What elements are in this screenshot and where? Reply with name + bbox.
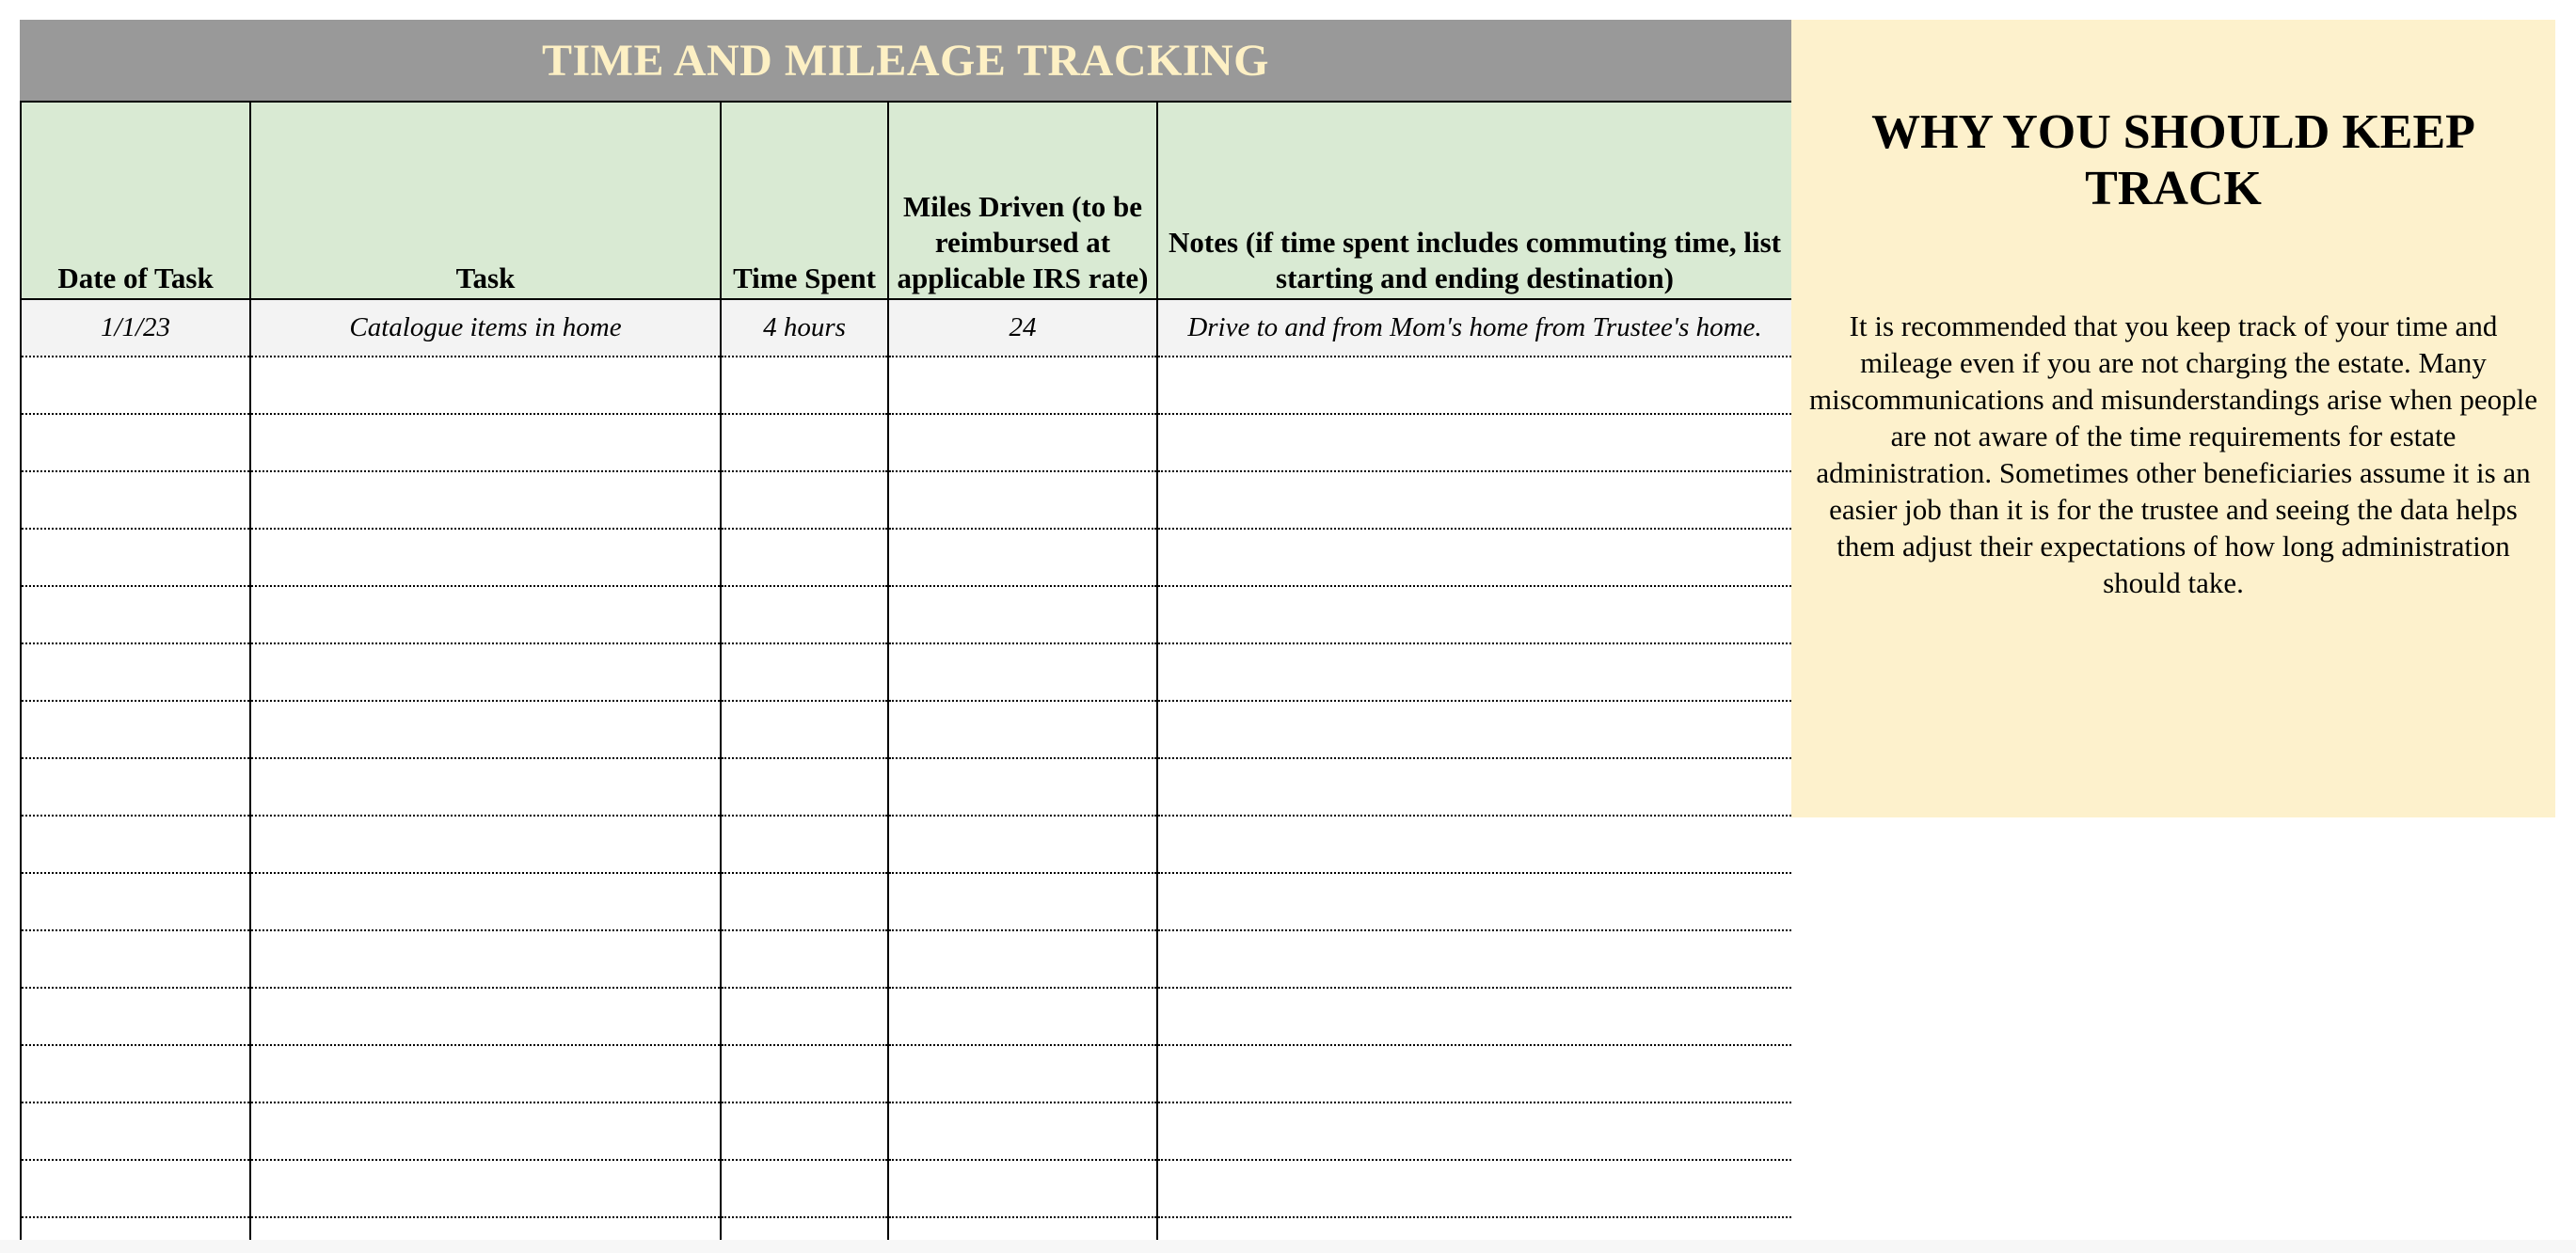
cell-notes[interactable] xyxy=(1157,1045,1791,1102)
cell-task[interactable] xyxy=(250,1045,721,1102)
why-keep-track-panel xyxy=(1791,20,2555,817)
cell-notes[interactable] xyxy=(1157,758,1791,816)
cell-miles[interactable] xyxy=(888,701,1157,758)
cell-date[interactable] xyxy=(21,1160,250,1217)
cell-notes[interactable] xyxy=(1157,529,1791,586)
cell-date[interactable] xyxy=(21,357,250,414)
column-header-task[interactable]: Task xyxy=(250,102,721,299)
cell-time-spent[interactable] xyxy=(721,1160,888,1217)
cell-date[interactable] xyxy=(21,414,250,471)
panel-body: It is recommended that you keep track of your time and mileage even if you are not charging the estate. Many miscommunications and misunderstandings arise when people are not aware of the time requirements for estate administration. Sometimes other beneficiaries assume it is an easier job than it is for the trustee and seeing the data helps them adjust their expectations of how long administration should take. xyxy=(1809,309,2537,599)
cell-notes[interactable] xyxy=(1157,701,1791,758)
cell-miles[interactable] xyxy=(888,1102,1157,1160)
column-header-miles-driven[interactable]: Miles Driven (to be reimbursed at applicable IRS rate) xyxy=(888,102,1157,299)
cell-date[interactable] xyxy=(21,816,250,873)
cell-task[interactable] xyxy=(250,643,721,701)
table-row xyxy=(21,816,1791,873)
cell-task[interactable] xyxy=(250,414,721,471)
cell-miles[interactable] xyxy=(888,758,1157,816)
cell-miles[interactable] xyxy=(888,988,1157,1045)
cell-notes[interactable] xyxy=(1157,414,1791,471)
cell-notes[interactable] xyxy=(1157,873,1791,930)
cell-time-spent[interactable] xyxy=(721,529,888,586)
cell-task[interactable] xyxy=(250,1160,721,1217)
table-row xyxy=(21,1102,1791,1160)
cell-notes[interactable] xyxy=(1157,471,1791,529)
table-row xyxy=(21,357,1791,414)
table-row xyxy=(21,930,1791,988)
cell-task[interactable] xyxy=(250,529,721,586)
table-row xyxy=(21,758,1791,816)
cell-notes[interactable] xyxy=(1157,1160,1791,1217)
cell-task[interactable] xyxy=(250,586,721,643)
cell-time-spent[interactable] xyxy=(721,1102,888,1160)
cell-task[interactable] xyxy=(250,873,721,930)
cell-notes[interactable] xyxy=(1157,816,1791,873)
cell-miles[interactable] xyxy=(888,873,1157,930)
cell-time-spent[interactable] xyxy=(721,816,888,873)
column-header-notes[interactable]: Notes (if time spent includes commuting time, list starting and ending destination) xyxy=(1157,102,1791,299)
table-row xyxy=(21,1160,1791,1217)
cell-task[interactable] xyxy=(250,816,721,873)
cell-time-spent[interactable] xyxy=(721,471,888,529)
cell-miles[interactable] xyxy=(888,586,1157,643)
table-row xyxy=(21,414,1791,471)
cell-time-spent[interactable] xyxy=(721,357,888,414)
cell-time-spent[interactable] xyxy=(721,1045,888,1102)
cell-miles[interactable]: 24 xyxy=(888,299,1157,357)
panel-heading: WHY YOU SHOULD KEEP TRACK xyxy=(1871,105,2475,215)
cell-task[interactable] xyxy=(250,758,721,816)
cell-time-spent[interactable] xyxy=(721,758,888,816)
cell-miles[interactable] xyxy=(888,471,1157,529)
cell-miles[interactable] xyxy=(888,529,1157,586)
example-row xyxy=(21,299,1791,357)
table-row xyxy=(21,873,1791,930)
cell-time-spent[interactable] xyxy=(721,414,888,471)
table-row xyxy=(21,988,1791,1045)
cell-date[interactable] xyxy=(21,586,250,643)
cell-date[interactable] xyxy=(21,471,250,529)
cell-time-spent[interactable] xyxy=(721,988,888,1045)
table-row xyxy=(21,643,1791,701)
cell-miles[interactable] xyxy=(888,816,1157,873)
cell-miles[interactable] xyxy=(888,414,1157,471)
cell-time-spent[interactable] xyxy=(721,701,888,758)
cell-time-spent[interactable]: 4 hours xyxy=(721,299,888,357)
cell-task[interactable] xyxy=(250,930,721,988)
cell-date[interactable] xyxy=(21,643,250,701)
cell-task[interactable] xyxy=(250,988,721,1045)
cell-notes[interactable]: Drive to and from Mom's home from Trustee's home. xyxy=(1157,299,1791,357)
cell-notes[interactable] xyxy=(1157,1102,1791,1160)
tracking-sheet xyxy=(20,20,1791,1253)
cell-miles[interactable] xyxy=(888,930,1157,988)
cell-notes[interactable] xyxy=(1157,357,1791,414)
cell-task[interactable] xyxy=(250,357,721,414)
cell-date[interactable]: 1/1/23 xyxy=(21,299,250,357)
cell-date[interactable] xyxy=(21,1102,250,1160)
cell-miles[interactable] xyxy=(888,357,1157,414)
table-row xyxy=(21,529,1791,586)
tracking-table xyxy=(20,101,1791,1253)
cell-miles[interactable] xyxy=(888,643,1157,701)
cell-date[interactable] xyxy=(21,1045,250,1102)
cell-time-spent[interactable] xyxy=(721,586,888,643)
cell-date[interactable] xyxy=(21,930,250,988)
table-row xyxy=(21,701,1791,758)
table-row xyxy=(21,471,1791,529)
table-row xyxy=(21,586,1791,643)
cell-time-spent[interactable] xyxy=(721,930,888,988)
table-row xyxy=(21,1045,1791,1102)
cell-task[interactable] xyxy=(250,701,721,758)
header-row xyxy=(21,102,1791,299)
cell-time-spent[interactable] xyxy=(721,643,888,701)
cell-task[interactable] xyxy=(250,471,721,529)
cell-date[interactable] xyxy=(21,873,250,930)
column-header-time-spent[interactable]: Time Spent xyxy=(721,102,888,299)
cell-date[interactable] xyxy=(21,529,250,586)
cell-date[interactable] xyxy=(21,758,250,816)
cell-date[interactable] xyxy=(21,988,250,1045)
cell-miles[interactable] xyxy=(888,1045,1157,1102)
cell-notes[interactable] xyxy=(1157,988,1791,1045)
cell-notes[interactable] xyxy=(1157,586,1791,643)
cell-time-spent[interactable] xyxy=(721,873,888,930)
cell-date[interactable] xyxy=(21,701,250,758)
cell-task[interactable]: Catalogue items in home xyxy=(250,299,721,357)
cell-miles[interactable] xyxy=(888,1160,1157,1217)
window-bottom-edge xyxy=(0,1240,2576,1253)
column-header-date[interactable]: Date of Task xyxy=(21,102,250,299)
cell-task[interactable] xyxy=(250,1102,721,1160)
cell-notes[interactable] xyxy=(1157,643,1791,701)
cell-notes[interactable] xyxy=(1157,930,1791,988)
sheet-title: TIME AND MILEAGE TRACKING xyxy=(20,20,1791,101)
